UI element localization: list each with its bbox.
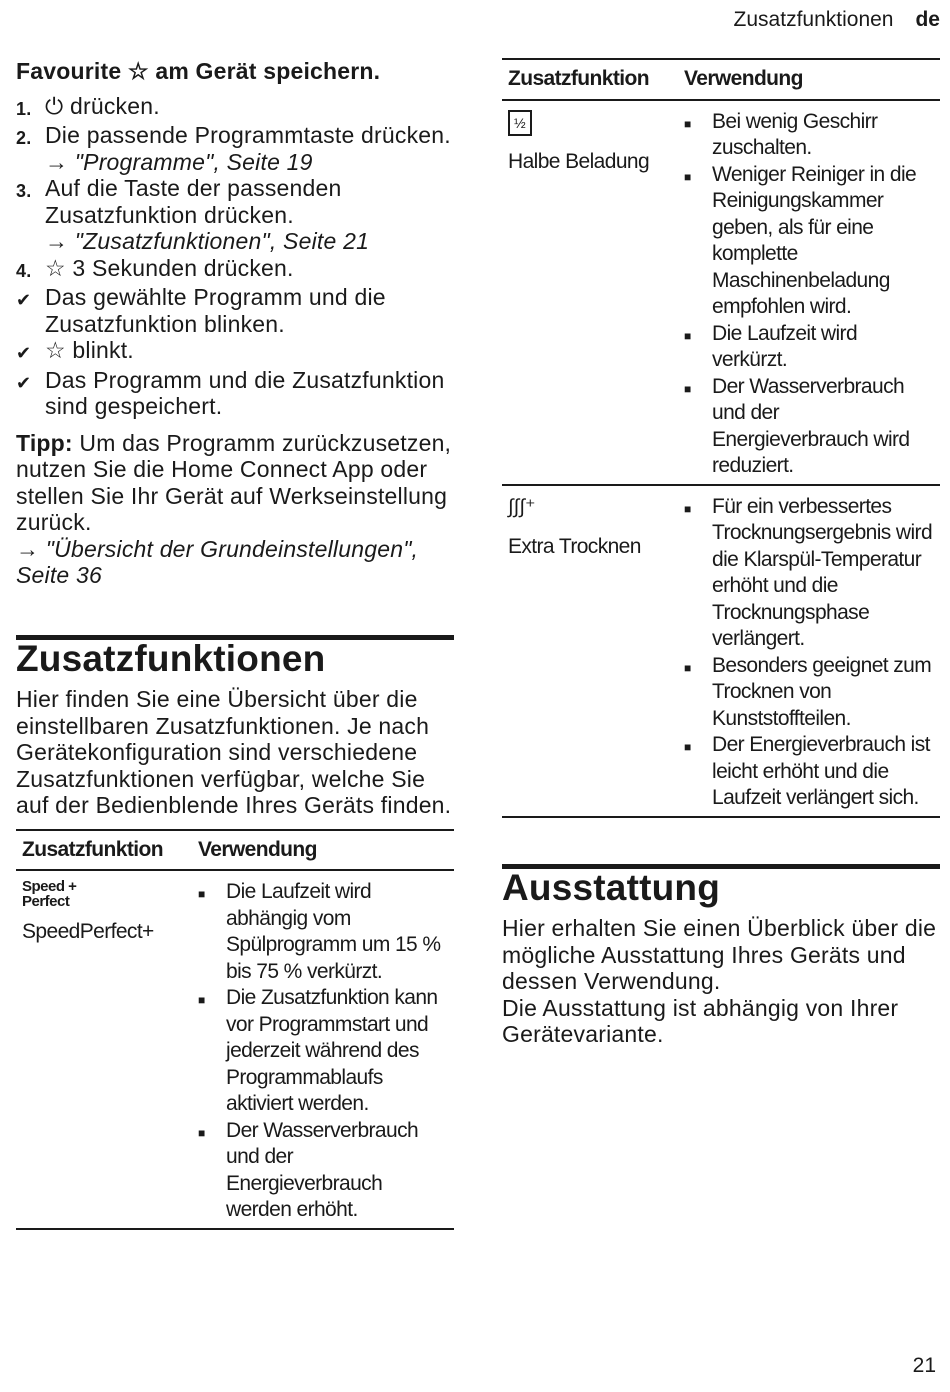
section-heading: Ausstattung	[502, 866, 721, 908]
result-text: Das gewählte Programm und die Zusatzfunktion blinken.	[45, 284, 386, 337]
running-header	[734, 8, 940, 32]
step-number: 3.	[16, 181, 32, 201]
square-bullet-icon: ■	[684, 328, 691, 343]
tip-label: Tipp:	[16, 429, 73, 456]
function-name: Halbe Beladung	[508, 149, 650, 173]
square-bullet-icon: ■	[684, 116, 691, 131]
step-number: 1.	[16, 98, 32, 119]
square-bullet-icon: ■	[684, 381, 691, 396]
step-text: ☆ 3 Sekunden drücken.	[45, 254, 294, 281]
page-number: 21	[912, 1354, 936, 1377]
check-icon: ✔	[16, 372, 32, 393]
half-load-icon: ½	[508, 110, 532, 136]
procedure-title: Favourite ☆ am Gerät speichern.	[16, 58, 381, 84]
table-header-usage: Verwendung	[678, 59, 940, 100]
header-section: Zusatzfunktionen	[733, 8, 894, 31]
table-row	[502, 100, 940, 485]
result	[16, 337, 454, 367]
square-bullet-icon: ■	[198, 1125, 205, 1140]
section-heading: Zusatzfunktionen	[16, 637, 326, 679]
left-column	[16, 58, 454, 1230]
tip-text: Um das Programm zurückzusetzen, nutzen Sie die Home Connect App oder stellen Sie Ihr Gerät auf Werkseinstellung zurück.	[16, 429, 452, 535]
feature-table	[502, 58, 940, 818]
speedperfect-icon: Speed + Perfect	[22, 878, 77, 910]
step-text: Die passende Programmtaste drücken.	[45, 122, 451, 148]
function-name: Extra Trocknen	[508, 534, 641, 558]
result-text: Das Programm und die Zusatzfunktion sind gespeichert.	[45, 366, 445, 419]
result-text: ☆ blinkt.	[45, 337, 134, 363]
step-number: 2.	[16, 128, 32, 148]
section-intro: Hier erhalten Sie einen Überblick über die mögliche Ausstattung Ihres Geräts und dessen Verwendung.	[502, 915, 937, 994]
list-item: ■ Die Laufzeit wird verkürzt.	[684, 321, 934, 374]
table-row	[502, 485, 940, 817]
tip	[16, 430, 454, 589]
header-lang: de	[915, 8, 940, 31]
cross-reference-link[interactable]: → "Zusatzfunktionen", Seite 21	[45, 228, 370, 254]
list-item: ■ Weniger Reiniger in die Reinigungskammer geben, als für eine komplette Maschinenbeladung empfohlen wird.	[684, 162, 934, 321]
square-bullet-icon: ■	[684, 169, 691, 184]
step-text: ⏻ drücken.	[45, 92, 160, 119]
list-item: ■ Die Laufzeit wird abhängig vom Spülprogramm um 15 % bis 75 % verkürzt.	[198, 879, 448, 985]
square-bullet-icon: ■	[198, 993, 205, 1007]
feature-table	[16, 829, 454, 1230]
list-item: ■ Der Energieverbrauch ist leicht erhöht und die Laufzeit verlängert sich.	[684, 732, 934, 812]
section-intro-2: Die Ausstattung ist abhängig von Ihrer Gerätevariante.	[502, 994, 899, 1047]
result	[16, 284, 454, 337]
table-header-function: Zusatzfunktion	[502, 59, 678, 100]
check-icon: ✔	[16, 290, 32, 310]
section-intro: Hier finden Sie eine Übersicht über die einstellbaren Zusatzfunktionen. Je nach Gerätekonfiguration sind verschiedene Zusatzfunktionen verfügbar, welche Sie auf der Bedienblende Ihres Geräts finden.	[16, 686, 452, 818]
step	[16, 175, 454, 255]
square-bullet-icon: ■	[684, 501, 691, 516]
list-item: ■ Für ein verbessertes Trocknungsergebnis wird die Klarspül-Temperatur erhöht und die Trocknungsphase verlängert.	[684, 494, 934, 653]
cross-reference-link[interactable]: → "Übersicht der Grundeinstellungen", Seite 36	[16, 535, 419, 588]
table-header-usage: Verwendung	[192, 830, 454, 871]
table-row	[16, 870, 454, 1229]
right-column	[502, 58, 940, 1048]
square-bullet-icon: ■	[684, 660, 691, 675]
step-text: Auf die Taste der passenden Zusatzfunktion drücken.	[45, 175, 342, 228]
square-bullet-icon: ■	[198, 887, 205, 901]
result	[16, 367, 454, 420]
step	[16, 122, 454, 175]
cross-reference-link[interactable]: → "Programme", Seite 19	[45, 148, 313, 175]
list-item: ■ Der Wasserverbrauch und der Energieverbrauch wird reduziert.	[684, 374, 934, 480]
function-name: SpeedPerfect+	[22, 920, 154, 943]
extra-dry-icon: ∫∫∫⁺	[508, 495, 536, 518]
list-item: ■ Der Wasserverbrauch und der Energieverbrauch werden erhöht.	[198, 1118, 448, 1224]
list-item: ■ Bei wenig Geschirr zuschalten.	[684, 109, 934, 162]
square-bullet-icon: ■	[684, 740, 691, 754]
step	[16, 93, 454, 123]
step	[16, 255, 454, 285]
list-item: ■ Besonders geeignet zum Trocknen von Kunststoffteilen.	[684, 653, 934, 733]
check-icon: ✔	[16, 343, 32, 363]
table-header-function: Zusatzfunktion	[16, 830, 192, 871]
list-item: ■ Die Zusatzfunktion kann vor Programmstart und jederzeit während des Programmablaufs aktiviert werden.	[198, 985, 448, 1118]
step-number: 4.	[16, 260, 32, 281]
